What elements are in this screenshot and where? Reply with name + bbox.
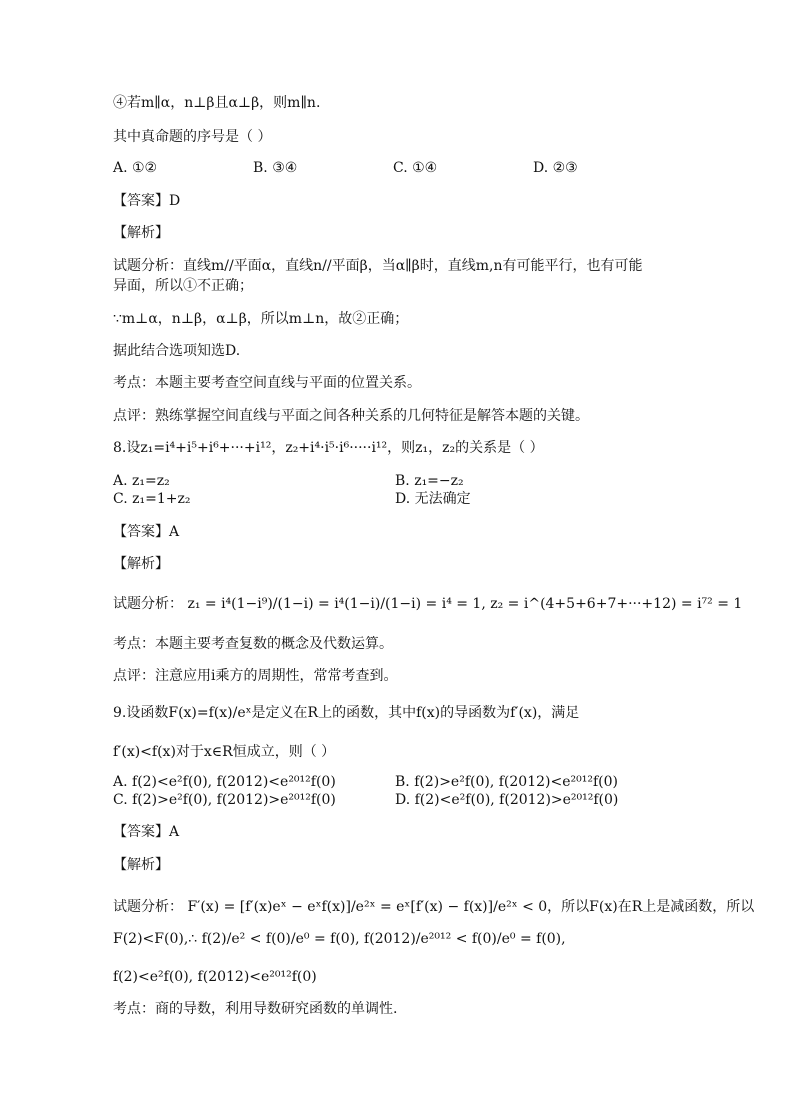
option-a-q8: A. z₁=z₂ (113, 473, 170, 489)
answer-label: 【答案】A (113, 824, 180, 840)
line-options-q7 (113, 158, 713, 178)
question-8: 8.设z₁=i⁴+i⁵+i⁶+···+i¹²，z₂+i⁴·i⁵·i⁶·····i¹²，则z₁，z₂的关系是（ ） (113, 440, 544, 456)
analysis-text: 异面，所以①不正确； (113, 278, 253, 294)
option-d: D. ②③ (533, 160, 578, 176)
option-c-q9: C. f(2)>e²f(0), f(2012)>e²⁰¹²f(0) (113, 792, 336, 808)
analysis-text: 据此结合选项知选D. (113, 343, 241, 359)
option-b-q9: B. f(2)>e²f(0), f(2012)<e²⁰¹²f(0) (395, 774, 618, 790)
option-a-q9: A. f(2)<e²f(0), f(2012)<e²⁰¹²f(0) (113, 774, 336, 790)
analysis-formula: F(2)<F(0),∴ f(2)/e² < f(0)/e⁰ = f(0), f(2012)/e²⁰¹² < f(0)/e⁰ = f(0), (113, 931, 566, 947)
analysis-label: 【解析】 (113, 225, 169, 241)
comment: 点评：注意应用i乘方的周期性，常常考查到。 (113, 668, 398, 684)
option-b-q8: B. z₁=−z₂ (395, 473, 464, 489)
key-point: 考点：本题主要考查复数的概念及代数运算。 (113, 636, 393, 652)
option-a: A. ①② (113, 160, 158, 176)
comment: 点评：熟练掌握空间直线与平面之间各种关系的几何特征是解答本题的关键。 (113, 408, 589, 424)
key-point: 考点：本题主要考查空间直线与平面的位置关系。 (113, 375, 421, 391)
analysis-formula: 试题分析： F′(x) = [f′(x)eˣ − eˣf(x)]/e²ˣ = eˣ[f′(x) − f(x)]/e²ˣ < 0，所以F(x)在R上是减函数，所以 (113, 899, 755, 915)
analysis-label: 【解析】 (113, 556, 169, 572)
option-c: C. ①④ (393, 160, 438, 176)
analysis-label: 【解析】 (113, 857, 169, 873)
question-9: 9.设函数F(x)=f(x)/eˣ是定义在R上的函数，其中f(x)的导函数为f′(x)，满足 (113, 705, 580, 721)
answer-label: 【答案】A (113, 524, 180, 540)
question-9-cont: f′(x)<f(x)对于x∈R恒成立，则（ ） (113, 744, 336, 760)
analysis-formula: f(2)<e²f(0), f(2012)<e²⁰¹²f(0) (113, 969, 317, 985)
option-d-q8: D. 无法确定 (395, 491, 471, 507)
line-question: 其中真命题的序号是（ ） (113, 129, 272, 145)
analysis-formula: 试题分析： z₁ = i⁴(1−i⁹)/(1−i) = i⁴(1−i)/(1−i) = i⁴ = 1, z₂ = i^(4+5+6+7+···+12) = i⁷² = 1 (113, 596, 743, 612)
line-condition-4: ④若m∥α，n⊥β且α⊥β，则m∥n. (113, 95, 321, 111)
key-point: 考点：商的导数，利用导数研究函数的单调性. (113, 1001, 398, 1017)
option-b: B. ③④ (253, 160, 298, 176)
analysis-text: ∵m⊥α，n⊥β，α⊥β，所以m⊥n，故②正确； (113, 311, 409, 327)
option-c-q8: C. z₁=1+z₂ (113, 491, 191, 507)
option-d-q9: D. f(2)<e²f(0), f(2012)>e²⁰¹²f(0) (395, 792, 619, 808)
analysis-text: 试题分析：直线m//平面α，直线n//平面β，当α∥β时，直线m,n有可能平行，也有可能 (113, 258, 643, 274)
answer-label: 【答案】D (113, 193, 181, 209)
